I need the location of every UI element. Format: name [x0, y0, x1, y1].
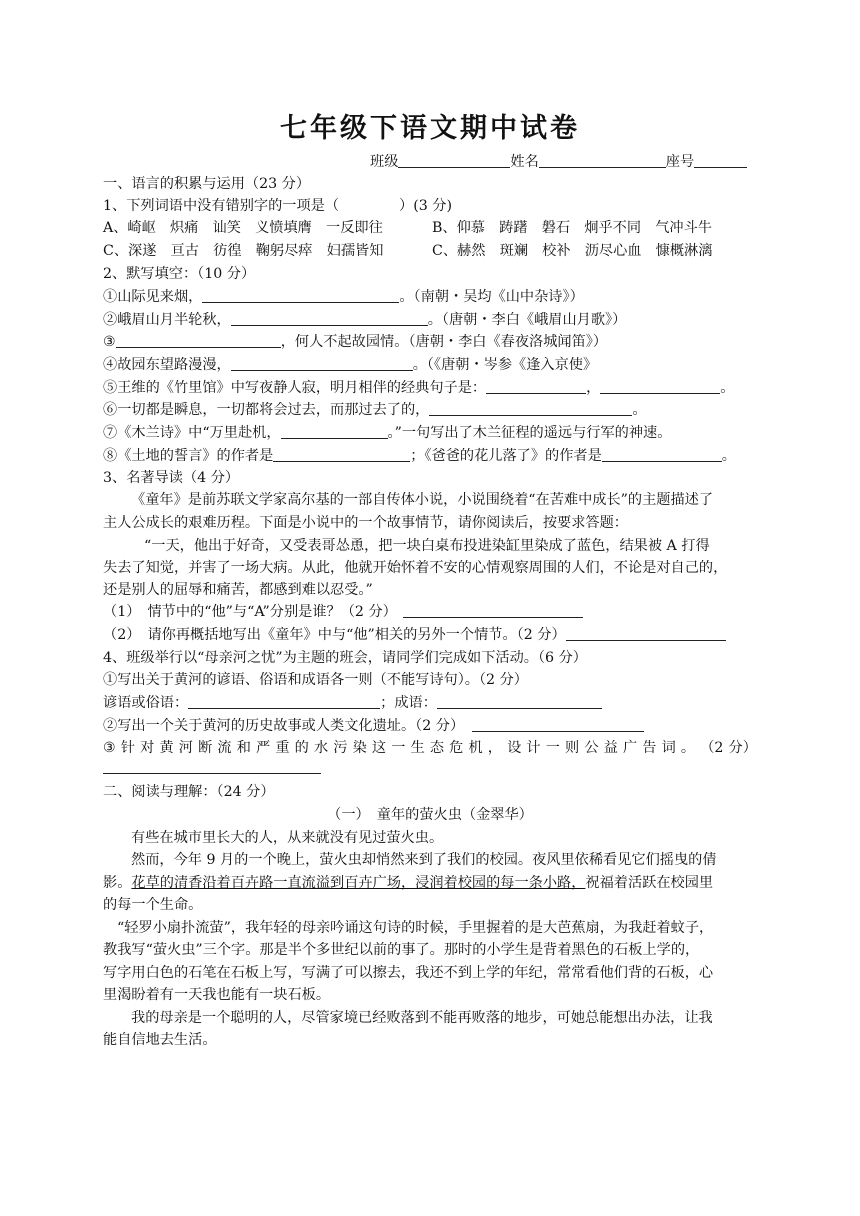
q43-char: 一	[391, 740, 406, 756]
reading-line: 有些在城市里长大的人，从来就没有见过萤火虫。	[131, 830, 444, 846]
dictation-5-prompt: ⑤王维的《竹里馆》中写夜静人寂，明月相伴的经典句子是：	[103, 380, 487, 396]
dictation-4	[103, 356, 597, 374]
option-c: C、深遂 亘古 彷徨 鞠躬尽瘁 妇孺皆知	[103, 243, 384, 259]
section-2-heading: 二、阅读与理解：（24 分）	[103, 784, 275, 800]
q43-char: 词	[661, 740, 676, 756]
proverb-blank[interactable]	[188, 694, 380, 709]
underlined-sentence: 花草的清香沿着百卉路一直流溢到百卉广场，浸润着校园的每一条小路，	[131, 875, 586, 891]
reading-line: 的每一个生命。	[103, 897, 203, 913]
question-2: 2、默写填空：（10 分）	[103, 266, 256, 282]
excerpt-line: 失去了知觉，并害了一场大病。从此，他就开始怀着不安的心情观察周围的人们，不论是对自己的，	[103, 560, 728, 576]
dictation-7-blank[interactable]	[281, 424, 388, 439]
dictation-8-prompt: ⑧《土地的誓言》的作者是	[103, 448, 274, 464]
dictation-4-blank[interactable]	[231, 356, 413, 371]
reading-line: 写字用白色的石笔在石板上写，写满了可以擦去，我还不到上学的年纪，常常看他们背的石板，心	[103, 965, 714, 981]
passage-line: 主人公成长的艰难历程。下面是小说中的一个故事情节，请你阅读后，按要求答题：	[103, 515, 628, 531]
question-4-1-answer	[103, 694, 602, 712]
q43-char: 益	[603, 740, 618, 756]
dictation-8	[103, 447, 736, 465]
dictation-2-blank[interactable]	[231, 311, 428, 326]
dictation-6	[103, 401, 647, 419]
question-3-1	[103, 603, 583, 621]
q43-char: 水	[313, 740, 329, 756]
question-3-2	[103, 626, 726, 644]
passage-line: 《童年》是前苏联文学家高尔基的一部自传体小说，小说围绕着“在苦难中成长”的主题描述了	[131, 492, 714, 508]
reading-line: 能自信地去生活。	[103, 1032, 217, 1048]
question-4-3-blank[interactable]	[103, 759, 321, 774]
q43-char: 断	[198, 740, 213, 756]
q43-char: 生	[410, 740, 425, 756]
option-d: C、赫然 斑斓 校补 沥尽心血 慷概淋漓	[432, 243, 713, 259]
idiom-label: ；成语：	[380, 695, 437, 711]
question-3-1-blank[interactable]	[403, 603, 583, 618]
dictation-7-prompt: ⑦《木兰诗》中“万里赴机，	[103, 425, 281, 441]
section-1-heading: 一、语言的积累与运用（23 分）	[103, 176, 311, 192]
dictation-6-prompt: ⑥一切都是瞬息，一切都将会过去，而那过去了的，	[103, 402, 430, 418]
period: 。	[721, 448, 736, 464]
q43-char: 设	[507, 740, 522, 756]
question-1	[103, 197, 452, 215]
dictation-5-blank-2[interactable]	[600, 379, 720, 394]
dictation-3	[103, 333, 607, 351]
comma: ，	[586, 380, 601, 396]
q43-char: 这	[371, 740, 387, 756]
q43-char: ③	[103, 740, 116, 756]
dictation-1-source: 。（南朝・吴均《山中杂诗》）	[399, 289, 584, 305]
dictation-6-blank[interactable]	[429, 401, 632, 416]
q43-char: 染	[352, 740, 367, 756]
dictation-5-blank-1[interactable]	[486, 379, 586, 394]
dictation-1-prompt: ①山际见来烟，	[103, 289, 203, 305]
dictation-8-blank-2[interactable]	[602, 447, 722, 462]
reading-line: “轻罗小扇扑流萤”，我年轻的母亲吟诵这句诗的时候，手里握着的是大芭蕉扇，为我赶着蚊子，	[117, 920, 714, 936]
dictation-2	[103, 311, 626, 329]
class-blank[interactable]	[398, 153, 510, 168]
question-4-2-text: ②写出一个关于黄河的历史故事或人类文化遗址。（2 分）	[103, 718, 465, 734]
dictation-5	[103, 379, 734, 397]
reading-text: 祝福着活跃在校园里	[585, 875, 714, 891]
question-4-3	[103, 739, 757, 757]
q43-char: 严	[256, 740, 271, 756]
reading-line	[103, 874, 713, 892]
question-4-2-blank[interactable]	[472, 717, 644, 732]
q43-char: 计	[526, 740, 541, 756]
excerpt-line: 还是别人的屈辱和痛苦，都感到难以忍受。”	[103, 582, 373, 598]
q43-char: ，	[487, 740, 502, 756]
reading-text: 影。	[103, 875, 132, 891]
reading-line: 然而，今年 9 月的一个晚上，萤火虫却悄然来到了我们的校园。夜风里依稀看见它们摇曳的倩	[131, 852, 717, 868]
q43-char: 告	[642, 740, 657, 756]
q43-char: 重	[275, 740, 290, 756]
dictation-8-mid: ；《爸爸的花儿落了》的作者是	[410, 448, 602, 464]
dictation-4-prompt: ④故园东望路漫漫，	[103, 357, 231, 373]
q43-char: （2	[700, 740, 724, 756]
idiom-blank[interactable]	[437, 694, 602, 709]
question-3: 3、名著导读（4 分）	[103, 470, 240, 486]
name-blank[interactable]	[539, 153, 666, 168]
q43-char: 河	[178, 740, 193, 756]
q43-char: 针	[120, 740, 136, 756]
dictation-7-rest: 。”一句写出了木兰征程的遥远与行军的神速。	[387, 425, 672, 441]
dictation-7	[103, 424, 671, 442]
dictation-4-source: 。（《唐朝・岑参《逢入京使》	[412, 357, 598, 373]
dictation-3-prompt: ③	[103, 334, 116, 350]
q43-char: 危	[449, 740, 464, 756]
reading-subtitle: （一） 童年的萤火虫（金翠华）	[327, 807, 533, 823]
q43-char: 公	[584, 740, 599, 756]
q43-char: 和	[236, 740, 251, 756]
q43-char: 的	[294, 740, 309, 756]
question-4-3-answer	[103, 759, 321, 777]
question-3-1-text: （1） 情节中的“他”与“A”分别是谁？（2 分）	[103, 604, 397, 620]
dictation-1-blank[interactable]	[202, 288, 399, 303]
question-3-2-text: （2） 请你再概括地写出《童年》中与“他”相关的另外一个情节。（2 分）	[103, 627, 566, 643]
q43-char: 一	[545, 740, 560, 756]
question-1-text: 1、下列词语中没有错别字的一项是（	[103, 198, 340, 214]
q43-char: 黄	[159, 740, 174, 756]
seat-blank[interactable]	[694, 153, 747, 168]
option-b: B、仰慕 踌躇 磐石 炯乎不同 气冲斗牛	[432, 220, 712, 236]
question-4-1: ①写出关于黄河的谚语、俗语和成语各一则（不能写诗句）。（2 分）	[103, 672, 528, 688]
q43-char: 流	[217, 740, 232, 756]
dictation-8-blank-1[interactable]	[273, 447, 410, 462]
q43-char: 污	[333, 740, 348, 756]
exam-title: 七年级下语文期中试卷	[280, 113, 580, 144]
reading-line: 教我写“萤火虫”三个字。那是半个多世纪以前的事了。那时的小学生是背着黑色的石板上学的，	[103, 942, 700, 958]
q43-char: 分）	[728, 740, 757, 756]
q43-char: 广	[622, 740, 638, 756]
dictation-2-prompt: ②峨眉山月半轮秋，	[103, 312, 231, 328]
question-3-2-blank[interactable]	[566, 626, 726, 641]
dictation-2-source: 。（唐朝・李白《峨眉山月歌》）	[427, 312, 627, 328]
name-label: 姓名	[510, 154, 539, 170]
proverb-label: 谚语或俗语：	[103, 695, 189, 711]
period: 。	[632, 402, 647, 418]
q43-char: 。	[680, 740, 696, 756]
class-label: 班级	[370, 154, 399, 170]
question-4: 4、班级举行以“母亲河之忧”为主题的班会，请同学们完成如下活动。（6 分）	[103, 650, 587, 666]
reading-line: 我的母亲是一个聪明的人，尽管家境已经败落到不能再败落的地步，可她总能想出办法，让我	[131, 1010, 713, 1026]
dictation-3-blank[interactable]	[116, 333, 281, 348]
q43-char: 则	[565, 740, 580, 756]
question-1-score: ）(3 分)	[399, 198, 453, 214]
reading-line: 里渴盼着有一天我也能有一块石板。	[103, 987, 331, 1003]
q43-char: 对	[140, 740, 155, 756]
period: 。	[720, 380, 735, 396]
option-a: A、崎岖 炽痛 讪笑 义愤填膺 一反即往	[103, 220, 383, 236]
dictation-1	[103, 288, 584, 306]
excerpt-line: “一天，他出于好奇，又受表哥怂恿，把一块白桌布投进染缸里染成了蓝色，结果被 A 打得	[144, 538, 710, 554]
question-4-2	[103, 717, 644, 735]
dictation-3-source: ，何人不起故园情。（唐朝・李白《春夜洛城闻笛》）	[280, 334, 608, 350]
q43-char: 机	[468, 740, 483, 756]
student-info-line	[370, 153, 747, 171]
q43-char: 态	[429, 740, 445, 756]
seat-label: 座号	[665, 154, 695, 170]
